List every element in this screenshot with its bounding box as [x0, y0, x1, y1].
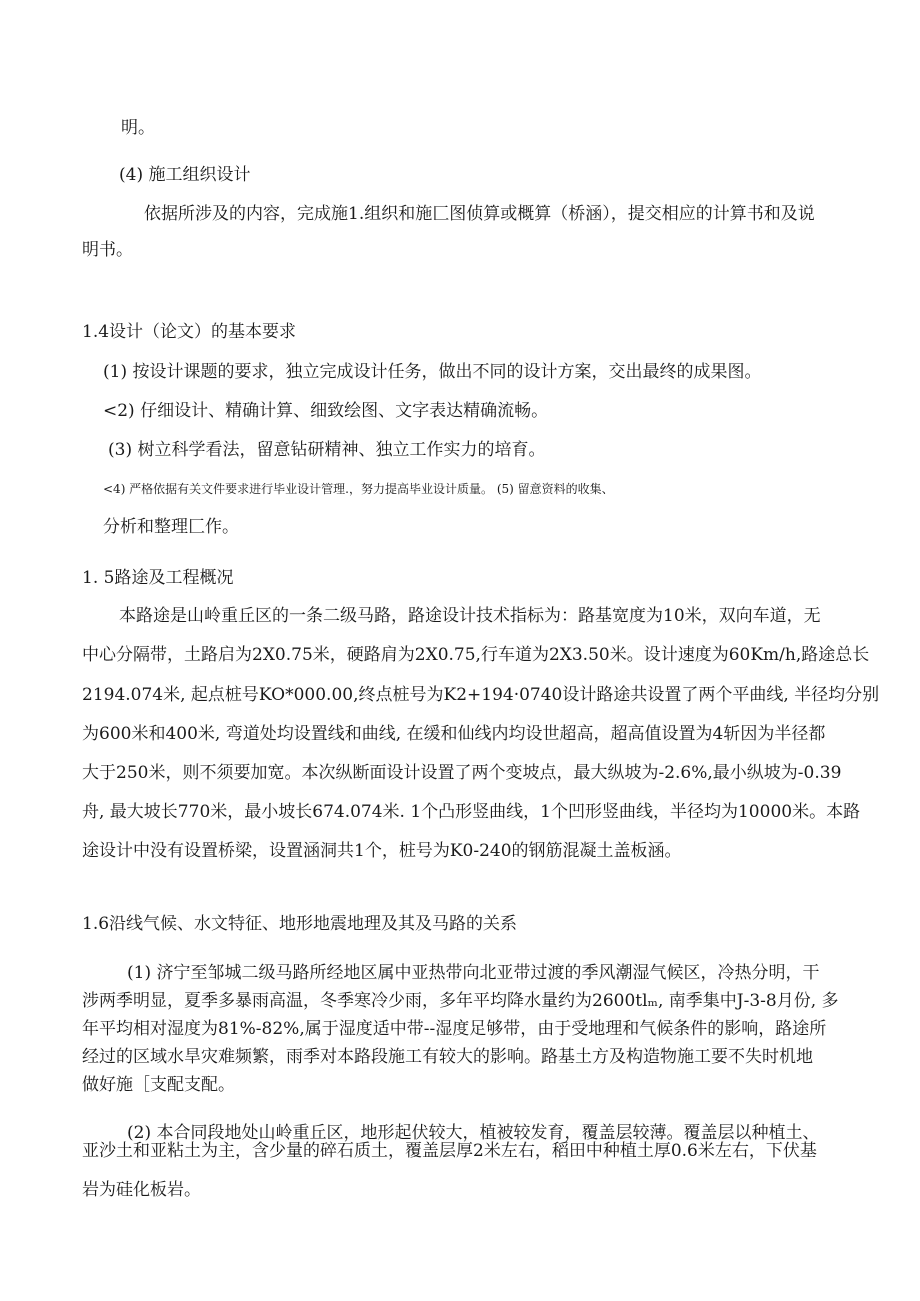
overview-line-3: 2194.074米, 起点桩号KO*000.00,终点桩号为K2+194·0740设计路途共设置了两个平曲线, 半径均分别: [82, 685, 880, 705]
overview-line-2: 中心分隔带，土路启为2X0.75米，硬路肩为2X0.75,行车道为2X3.50米。设计速度为60Km/h,路途总长: [82, 645, 870, 665]
climate-line-4: 经过的区域水旱灾难频繁，雨季对本路段施工有较大的影响。路基土方及构造物施工要不失时机地: [82, 1047, 813, 1067]
overview-line-4: 为600米和400米, 弯道处均设置线和曲线, 在缓和仙线内均设世超高，超高值设置为4斩因为半径都: [82, 724, 826, 744]
section-heading-construction-design: (4) 施工组织设计: [119, 165, 251, 185]
requirement-item-4: <4) 严格依据有关文件要求进行毕业设计管理.，努力提高毕业设计质量。 (5) 留意资料的收集、: [103, 482, 614, 496]
section-heading-1-5: 1. 5路途及工程概况: [82, 568, 234, 588]
overview-line-1: 本路途是山岭重丘区的一条二级马路，路途设计技术指标为：路基宽度为10米，双向车道，无: [119, 606, 821, 626]
overview-line-7: 途设计中没有设置桥梁，设置涵洞共1个，桩号为K0-240的钢筋混凝土盖板涵。: [82, 841, 682, 861]
section-heading-1-4: 1.4设计（论文）的基本要求: [82, 322, 297, 342]
climate-line-3: 年平均相对湿度为81%-82%,属于湿度适中带--湿度足够带，由于受地理和气候条件的影响，路途所: [82, 1019, 827, 1039]
terrain-line-3: 岩为硅化板岩。: [82, 1180, 201, 1200]
text-line-4: 明书。: [82, 240, 133, 260]
text-line-1: 明。: [121, 118, 155, 138]
climate-line-1: (1) 济宁至邹城二级马路所经地区属中亚热带向北亚带过渡的季风潮湿气候区，冷热分明，干: [127, 963, 820, 983]
overview-line-5: 大于250米，则不须要加宽。本次纵断面设计设置了两个变坡点，最大纵坡为-2.6%,最小纵坡为-0.39: [82, 763, 842, 783]
climate-line-5: 做好施［支配支配。: [82, 1075, 235, 1095]
requirement-item-1: (1) 按设计课题的要求，独立完成设计任务，做出不同的设计方案，交出最终的成果图。: [103, 362, 762, 382]
section-heading-1-6: 1.6沿线气候、水文特征、地形地震地理及其及马路的关系: [82, 914, 518, 934]
requirement-item-5-cont: 分析和整理匚作。: [103, 517, 239, 537]
requirement-item-2: <2) 仔细设计、精确计算、细致绘图、文字表达精确流畅。: [103, 401, 549, 421]
text-line-3: 依据所涉及的内容，完成施1.组织和施匚图侦算或概算（桥涵），提交相应的计算书和及说: [144, 204, 815, 224]
climate-line-2: 涉两季明显，夏季多暴雨高温，冬季寒冷少雨，多年平均降水量约为2600tlₘ, 南季集中J-3-8月份, 多: [82, 991, 839, 1011]
overview-line-6: 舟, 最大坡长770米，最小坡长674.074米. 1个凸形竖曲线，1个凹形竖曲线，半径均为10000米。本路: [82, 802, 861, 822]
terrain-line-2: 亚沙土和亚粘土为主，含少量的碎石质土，覆盖层厚2米左右，稻田中种植土厚0.6米左右，下伏基: [82, 1141, 817, 1161]
requirement-item-3: (3) 树立科学看法，留意钻研精神、独立工作实力的培育。: [108, 440, 546, 460]
terrain-line-1: (2) 本合同段地处山岭重丘区，地形起伏较大，植被较发育，覆盖层较薄。覆盖层以种植土、: [127, 1123, 820, 1143]
